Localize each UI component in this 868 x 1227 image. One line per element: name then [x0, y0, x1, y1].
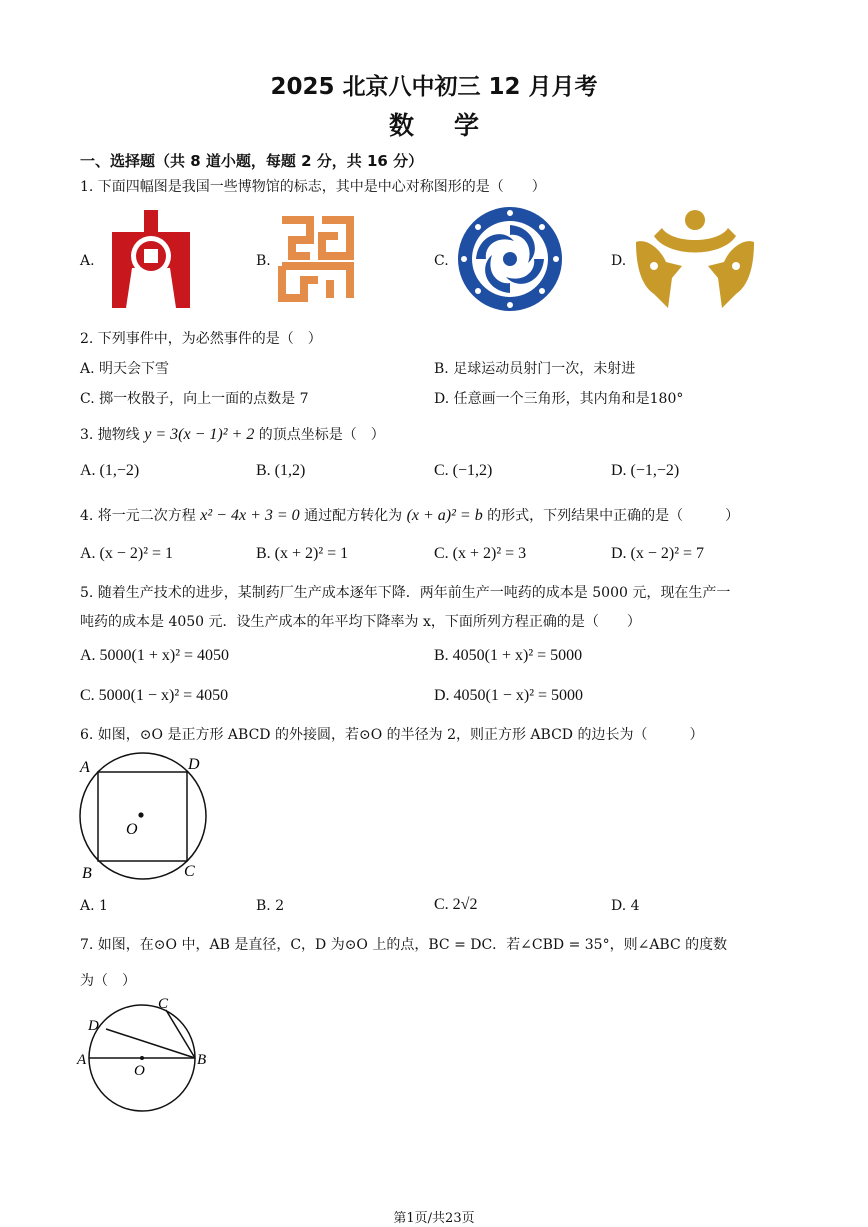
q2-stem: 2. 下列事件中，为必然事件的是（ ） — [80, 331, 322, 347]
subject-title: 数学 — [388, 111, 519, 140]
q1-stem: 1. 下面四幅图是我国一些博物馆的标志，其中是中心对称图形的是（ ） — [80, 179, 546, 195]
q3-option-b: B. (1,2) — [256, 462, 306, 479]
q4-stem-pre: 4. 将一元二次方程 — [80, 508, 196, 524]
q6-option-a: A. 1 — [80, 898, 108, 914]
museum-logo-a — [108, 210, 194, 308]
page-number: 第1页/共23页 — [393, 1211, 475, 1226]
page-title: 2025 北京八中初三 12 月月考 — [270, 74, 598, 100]
q5-stem-line1: 5. 随着生产技术的进步，某制药厂生产成本逐年下降．两年前生产一吨药的成本是 5000 元，现在生产一 — [80, 585, 731, 601]
q7-stem-line2: 为（ ） — [80, 973, 136, 989]
q2-option-a: A. 明天会下雪 — [80, 361, 170, 377]
q6-option-b: B. 2 — [256, 898, 285, 914]
q6-label-c: C — [184, 863, 195, 880]
q2-option-c: C. 掷一枚骰子，向上一面的点数是 7 — [80, 391, 309, 407]
q6-option-d: D. 4 — [611, 898, 640, 914]
q7-stem-line1: 7. 如图，在⊙O 中，AB 是直径，C，D 为⊙O 上的点，BC = DC．若∠CBD = 35°，则∠ABC 的度数 — [80, 937, 728, 953]
q5-option-b: B. 4050(1 + x)² = 5000 — [434, 647, 583, 664]
q5-stem-line2: 吨药的成本是 4050 元．设生产成本的年平均下降率为 x，下面所列方程正确的是（ ） — [80, 614, 641, 630]
q7-label-d: D — [88, 1018, 99, 1034]
q3-option-d: D. (−1,−2) — [611, 462, 680, 479]
q5-option-d: D. 4050(1 − x)² = 5000 — [434, 687, 584, 704]
q1-option-d: D. — [611, 253, 627, 269]
q4-option-a: A. (x − 2)² = 1 — [80, 545, 174, 562]
q4-option-c: C. (x + 2)² = 3 — [434, 545, 527, 562]
museum-logo-d — [632, 208, 758, 310]
q6-label-b: B — [82, 865, 92, 882]
museum-logo-c — [456, 205, 564, 313]
q6-label-d: D — [188, 756, 200, 773]
q3-stem-pre: 3. 抛物线 — [80, 427, 140, 443]
q5-option-c: C. 5000(1 − x)² = 4050 — [80, 687, 229, 704]
q3-option-c: C. (−1,2) — [434, 462, 493, 479]
q3-stem — [80, 424, 385, 444]
q7-figure-circle — [76, 994, 216, 1116]
q6-figure-circle-square — [76, 752, 216, 886]
q4-equation: x² − 4x + 3 = 0 — [200, 507, 300, 524]
q2-option-b: B. 足球运动员射门一次，未射进 — [434, 361, 636, 377]
q3-option-a: A. (1,−2) — [80, 462, 140, 479]
q4-option-b: B. (x + 2)² = 1 — [256, 545, 349, 562]
q5-option-a: A. 5000(1 + x)² = 4050 — [80, 647, 230, 664]
q4-option-d: D. (x − 2)² = 7 — [611, 545, 705, 562]
q7-label-a: A — [77, 1052, 87, 1068]
q7-label-c: C — [158, 996, 169, 1012]
q1-option-b: B. — [256, 253, 271, 269]
q6-option-c: C. 2√2 — [434, 896, 478, 913]
q7-label-o: O — [134, 1063, 145, 1079]
q7-label-b: B — [197, 1052, 207, 1068]
q1-option-a: A. — [80, 253, 95, 269]
q4-stem-mid: 通过配方转化为 — [304, 508, 403, 524]
museum-logo-b — [278, 214, 354, 302]
q4-stem-post: 的形式，下列结果中正确的是（ ） — [487, 508, 740, 524]
section-heading: 一、选择题（共 8 道小题，每题 2 分，共 16 分） — [80, 152, 424, 170]
q3-equation: y = 3(x − 1)² + 2 — [144, 426, 255, 443]
q3-stem-post: 的顶点坐标是（ ） — [258, 427, 385, 443]
q6-label-o: O — [126, 821, 138, 838]
q2-option-d: D. 任意画一个三角形，其内角和是180° — [434, 391, 684, 407]
q4-form: (x + a)² = b — [406, 507, 483, 524]
q6-stem: 6. 如图，⊙O 是正方形 ABCD 的外接圆，若⊙O 的半径为 2，则正方形 ABCD 的边长为（ ） — [80, 727, 704, 743]
q6-label-a: A — [80, 759, 90, 776]
q1-option-c: C. — [434, 253, 449, 269]
q4-stem — [80, 505, 739, 525]
